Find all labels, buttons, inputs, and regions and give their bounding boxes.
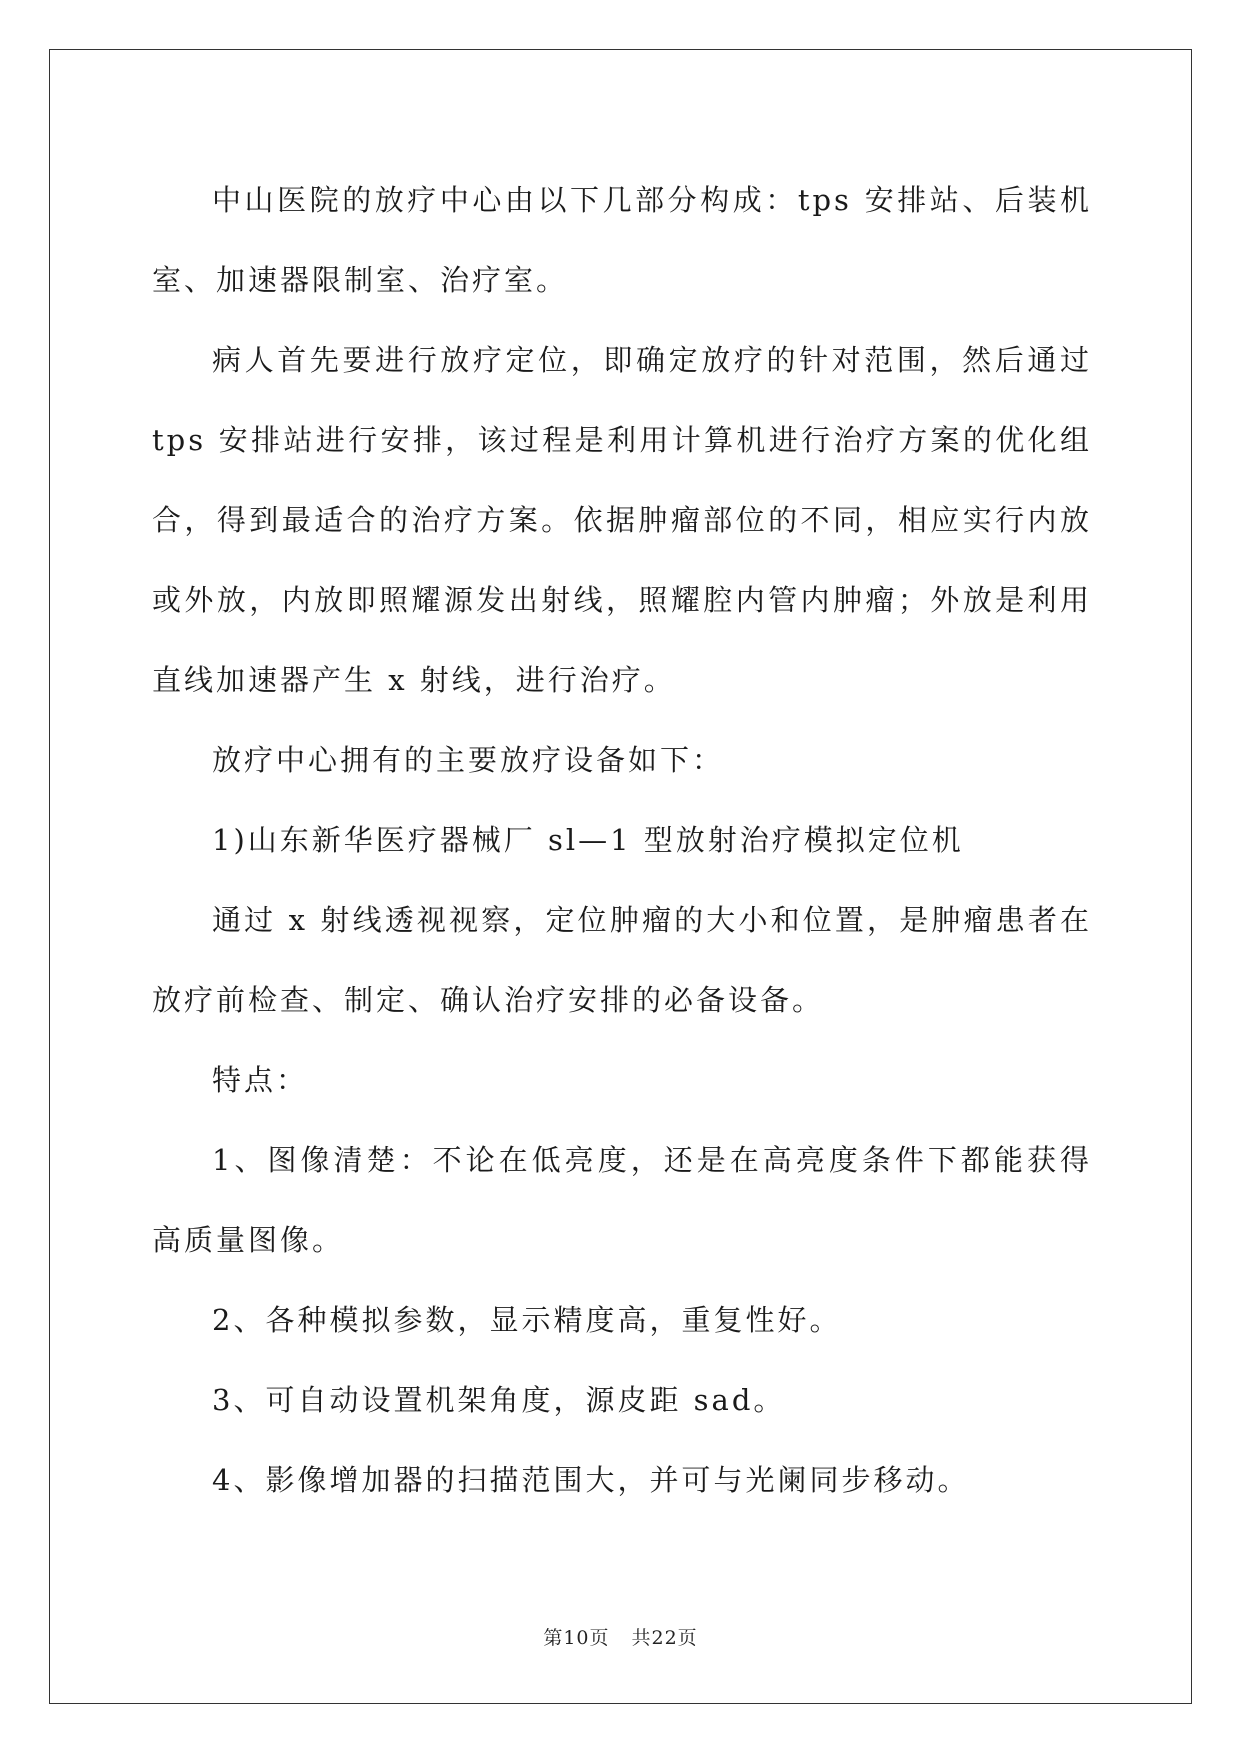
- paragraph-feature-2: 2、各种模拟参数，显示精度高，重复性好。: [212, 1303, 842, 1337]
- paragraph-equipment-intro: 放疗中心拥有的主要放疗设备如下：: [212, 743, 725, 777]
- paragraph-feature-1: 1、图像清楚：不论在低亮度，还是在高亮度条件下都能获得高质量图像。: [152, 1143, 1092, 1257]
- document-body: [152, 160, 1092, 1520]
- paragraph-feature-3: 3、可自动设置机架角度，源皮距 sad。: [212, 1383, 786, 1417]
- paragraph-equipment-item-1: 1)山东新华医疗器械厂 sl—1 型放射治疗模拟定位机: [212, 823, 964, 857]
- paragraph-treatment-process: 病人首先要进行放疗定位，即确定放疗的针对范围，然后通过 tps 安排站进行安排，该过程是利用计算机进行治疗方案的优化组合，得到最适合的治疗方案。依据肿瘤部位的不同，相应实行内放或外放，内放即照耀源发出射线，照耀腔内管内肿瘤；外放是利用直线加速器产生 x 射线，进行治疗。: [152, 343, 1092, 697]
- paragraph-feature-4: 4、影像增加器的扫描范围大，并可与光阑同步移动。: [212, 1463, 970, 1497]
- paragraph-features-heading: 特点：: [212, 1063, 309, 1097]
- paragraph-equipment-description: 通过 x 射线透视视察，定位肿瘤的大小和位置，是肿瘤患者在放疗前检查、制定、确认治疗安排的必备设备。: [152, 903, 1092, 1017]
- paragraph-center-composition: 中山医院的放疗中心由以下几部分构成：tps 安排站、后装机室、加速器限制室、治疗室。: [152, 183, 1092, 297]
- page-footer: [0, 1623, 1241, 1650]
- page-number: 第10页: [543, 1627, 610, 1649]
- page-total: 共22页: [631, 1627, 698, 1649]
